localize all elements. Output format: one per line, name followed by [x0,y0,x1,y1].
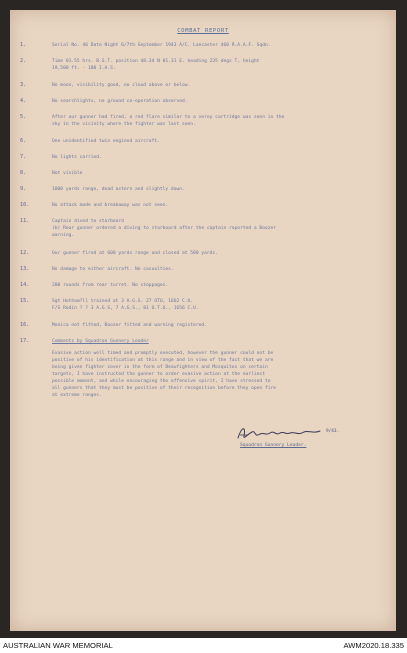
comments-heading: Comments by Squadron Gunnery Leader [52,339,149,344]
item-number: 7. [20,154,27,160]
item-number: 6. [20,138,27,144]
handwritten-signature [234,424,326,442]
item-number: 13. [20,266,30,272]
item-number: 17. [20,338,30,344]
item-text: Captain dived to starboard (b) Rear gunner ordered a diving to starboard after the captain reported a Boozer warning. [52,219,277,238]
item-number: 9. [20,186,27,192]
item-number: 11. [20,218,30,224]
item-number: 1. [20,42,27,48]
item-text: No searchlights, no ground co-operation observed. [52,99,188,104]
item-number: 4. [20,98,27,104]
item-text: No attack made and breakaway was not seen. [52,203,169,208]
signature-date: 9/43. [326,429,340,434]
item-text: Serial No. 46 Date Night 6/7th September 1943 A/C. Lancaster 460 R.A.A.F. Sqdn. [52,43,271,48]
item-number: 12. [20,250,30,256]
footer-bar [0,638,407,653]
item-number: 5. [20,114,27,120]
comments-text: Evasive action well timed and promptly executed, however the gunner could not be positive of his identification at this range and in view of the fact that we are being given fighter cover in the form of Beaufighters and Mosquitos on certain targets, I have instructed the gunner to order evasive action at the earliest possible moment, and while encouraging the offensive spirit, I have stressed to all gunners that they must be positive of their recognition before they open fire at extreme ranges. [52,351,277,398]
item-text: Sgt Hotham?ll trained at 3 A.G.S. 27 OTU, 1662 C.U. F/S Rodin ? ? 3 A.G.S, 7 A.G.S., 81 O.T.U., 1656 C.U. [52,299,199,311]
footer-accession-number: AWM2020.18.335 [343,641,404,650]
item-number: 3. [20,82,27,88]
item-text: 200 rounds from rear turret. No stoppages. [52,283,169,288]
item-number: 16. [20,322,30,328]
item-number: 14. [20,282,30,288]
item-text: One unidentified twin engined aircraft. [52,139,160,144]
document-page [10,10,396,631]
item-text: No lights carried. [52,155,102,160]
item-number: 8. [20,170,27,176]
item-text: Time 01.55 hrs. B.S.T. position 48.34 N 01.31 E. heading 235 degs T, height 19,500 ft. - 180 I.A.S. [52,59,260,71]
item-text: After our gunner had fired, a red flare similar to a verey cartridge was seen in the sky in the vicinity where the fighter was last seen. [52,115,285,127]
item-text: Our gunner fired at 600 yards range and closed at 500 yards. [52,251,218,256]
item-number: 15. [20,298,30,304]
item-text: Monica not fitted, Boozer fitted and warning registered. [52,323,207,328]
signature-block [234,424,344,454]
item-text: No moon, visibility good, no cloud above or below. [52,83,191,88]
item-text: No damage to either aircraft. No casualties. [52,267,174,272]
item-text: 1000 yards range, dead astern and slightly down. [52,187,185,192]
document-title: COMBAT REPORT [177,28,229,34]
footer-institution: AUSTRALIAN WAR MEMORIAL [3,641,113,650]
signature-title: Squadron Gunnery Leader. [240,443,307,448]
item-number: 10. [20,202,30,208]
item-number: 2. [20,58,27,64]
item-text: Not visible [52,171,83,176]
